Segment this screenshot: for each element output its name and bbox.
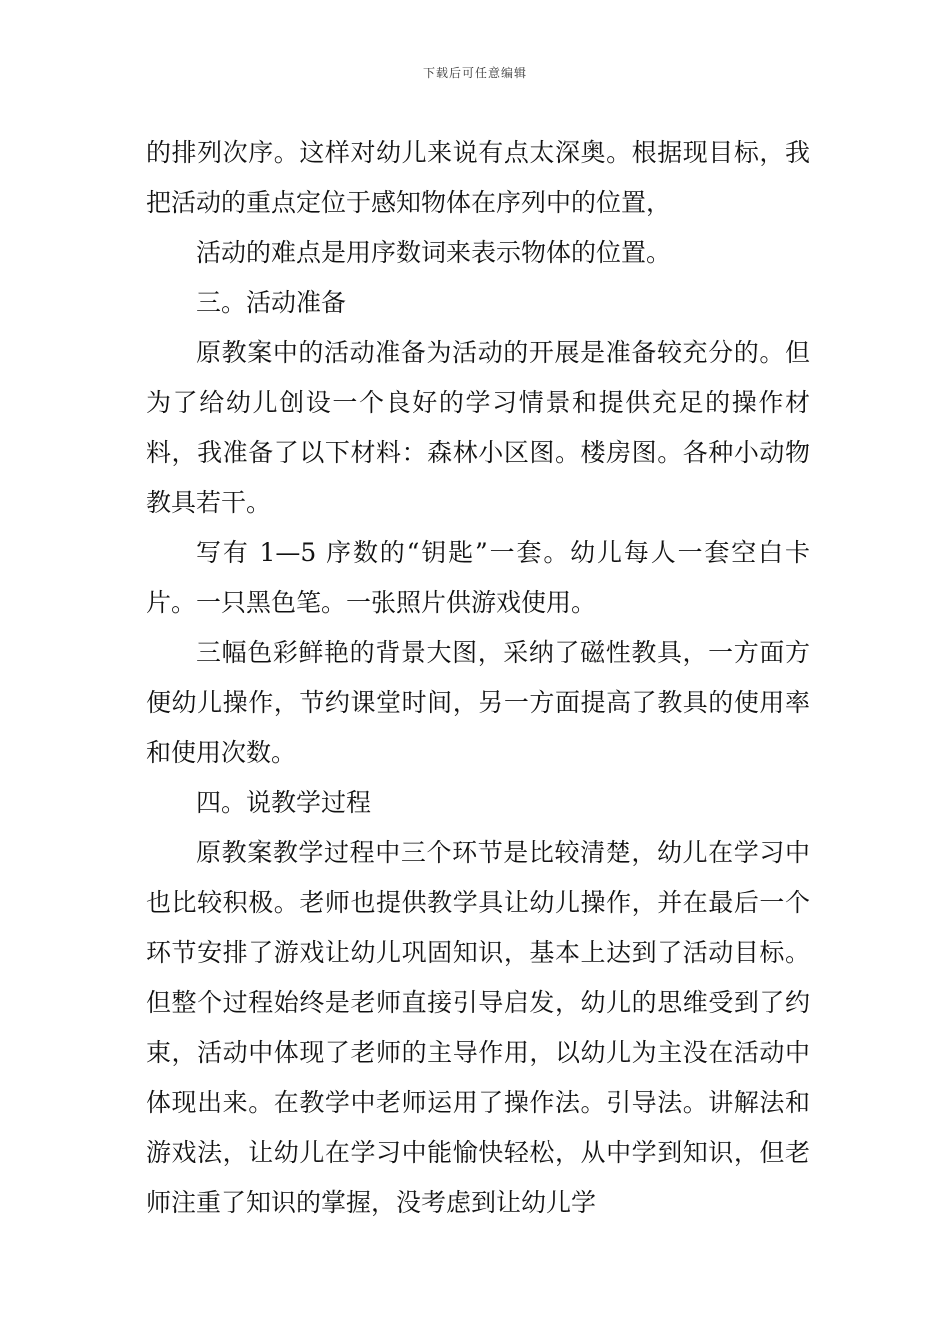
- paragraph-6: 三幅色彩鲜艳的背景大图，采纳了磁性教具，一方面方便幼儿操作，节约课堂时间，另一方面提高了教具的使用率和使用次数。: [146, 638, 810, 767]
- paragraph-4: 原教案中的活动准备为活动的开展是准备较充分的。但为了给幼儿创设一个良好的学习情景和提供充足的操作材料，我准备了以下材料：森林小区图。楼房图。各种小动物教具若干。: [146, 338, 810, 517]
- paragraph-5: 写有 1—5 序数的“钥匙”一套。幼儿每人一套空白卡片。一只黑色笔。一张照片供游戏使用。: [146, 538, 810, 617]
- paragraph-1: 的排列次序。这样对幼儿来说有点太深奥。根据现目标，我把活动的重点定位于感知物体在序列中的位置，: [146, 138, 810, 217]
- paragraph-8: 原教案教学过程中三个环节是比较清楚，幼儿在学习中也比较积极。老师也提供教学具让幼儿操作，并在最后一个环节安排了游戏让幼儿巩固知识，基本上达到了活动目标。但整个过程始终是老师直接引导启发，幼儿的思维受到了约束，活动中体现了老师的主导作用，以幼儿为主没在活动中体现出来。在教学中老师运用了操作法。引导法。讲解法和游戏法，让幼儿在学习中能愉快轻松，从中学到知识，但老师注重了知识的掌握，没考虑到让幼儿学: [146, 838, 810, 1217]
- document-body: [146, 128, 810, 1228]
- section-heading-4: 四。说教学过程: [196, 788, 372, 817]
- paragraph-2: 活动的难点是用序数词来表示物体的位置。: [196, 238, 672, 267]
- page-header: 下载后可任意编辑: [422, 66, 527, 80]
- section-heading-3: 三。活动准备: [196, 288, 347, 317]
